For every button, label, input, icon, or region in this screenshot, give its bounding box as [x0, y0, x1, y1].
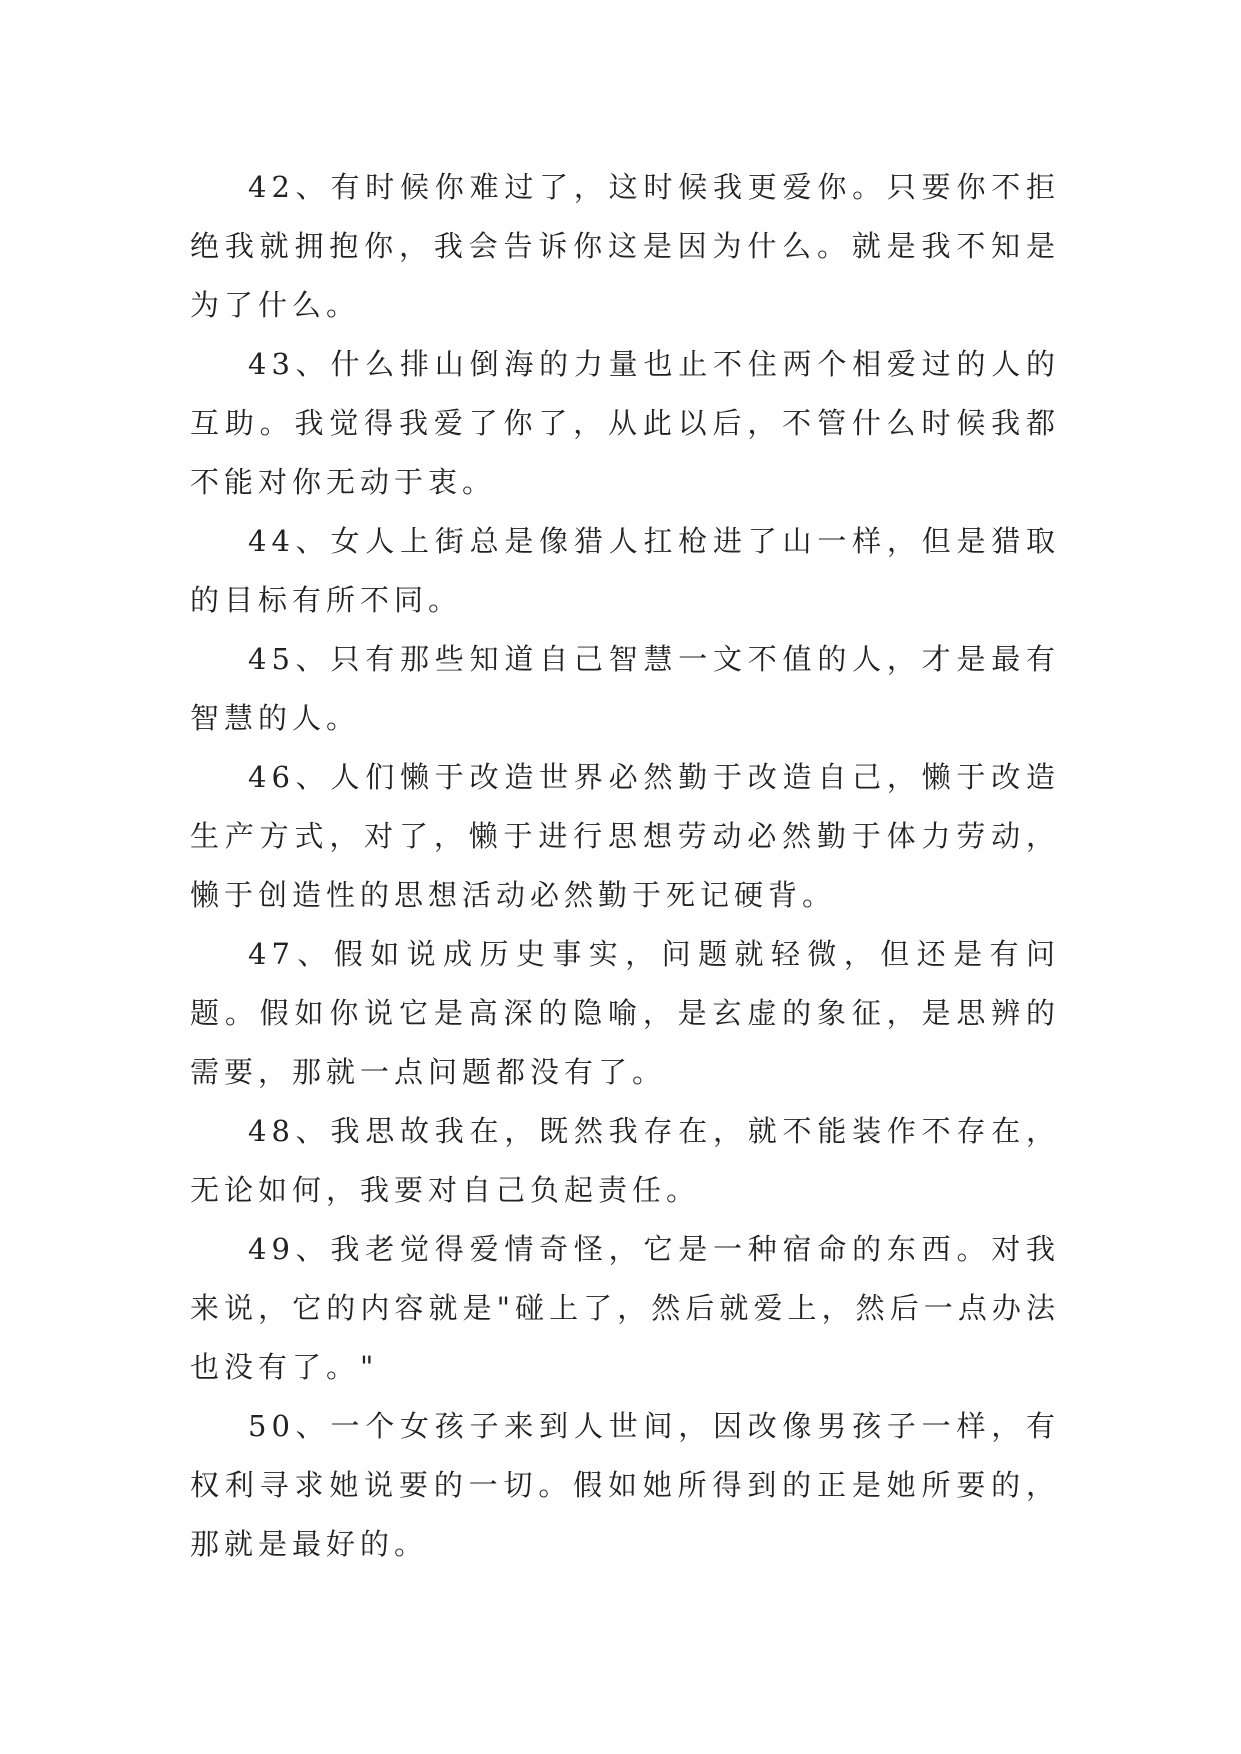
paragraph-49: 49、我老觉得爱情奇怪，它是一种宿命的东西。对我来说，它的内容就是"碰上了，然后就爱上，然后一点办法也没有了。": [190, 1232, 1060, 1384]
paragraph-42: 42、有时候你难过了，这时候我更爱你。只要你不拒绝我就拥抱你，我会告诉你这是因为什么。就是我不知是为了什么。: [190, 170, 1060, 322]
paragraph-48: 48、我思故我在，既然我存在，就不能装作不存在，无论如何，我要对自己负起责任。: [190, 1114, 1060, 1207]
paragraph-47: 47、假如说成历史事实，问题就轻微，但还是有问题。假如你说它是高深的隐喻，是玄虚的象征，是思辨的需要，那就一点问题都没有了。: [190, 937, 1060, 1089]
paragraph-44: 44、女人上街总是像猎人扛枪进了山一样，但是猎取的目标有所不同。: [190, 524, 1060, 617]
paragraph-50: 50、一个女孩子来到人世间，因改像男孩子一样，有权利寻求她说要的一切。假如她所得到的正是她所要的，那就是最好的。: [190, 1409, 1060, 1561]
document-body: [190, 158, 1060, 1574]
paragraph-46: 46、人们懒于改造世界必然勤于改造自己，懒于改造生产方式，对了，懒于进行思想劳动必然勤于体力劳动，懒于创造性的思想活动必然勤于死记硬背。: [190, 760, 1060, 912]
paragraph-45: 45、只有那些知道自己智慧一文不值的人，才是最有智慧的人。: [190, 642, 1060, 735]
paragraph-43: 43、什么排山倒海的力量也止不住两个相爱过的人的互助。我觉得我爱了你了，从此以后，不管什么时候我都不能对你无动于衷。: [190, 347, 1060, 499]
